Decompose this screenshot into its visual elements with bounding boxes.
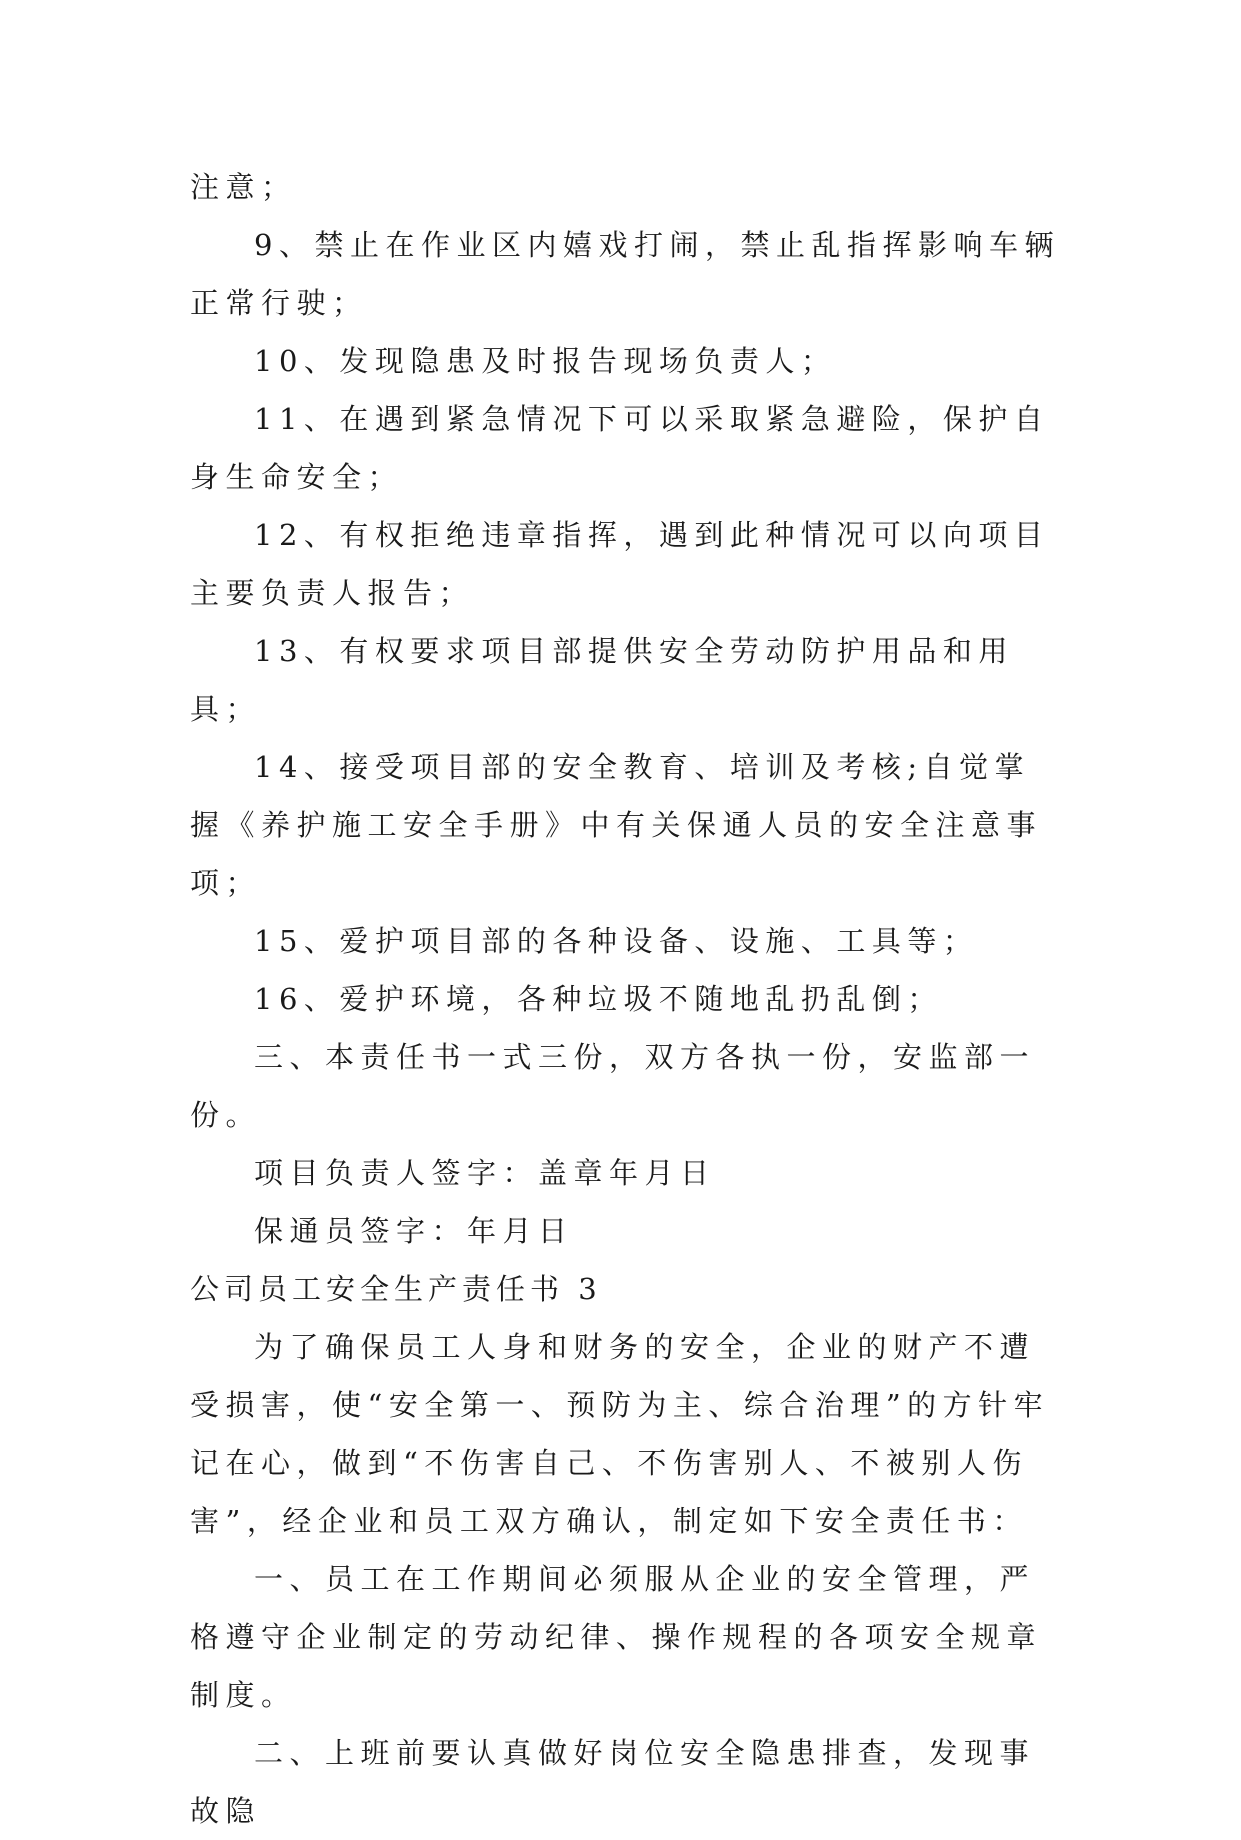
section-one: 一、员工在工作期间必须服从企业的安全管理，严格遵守企业制定的劳动纪律、操作规程的各项安全规章制度。 <box>190 1562 1043 1712</box>
section-heading: 公司员工安全生产责任书 3 <box>190 1272 602 1306</box>
list-item-15: 15、爱护项目部的各种设备、设施、工具等； <box>254 924 979 958</box>
section-three: 三、本责任书一式三份，双方各执一份，安监部一份。 <box>190 1040 1036 1132</box>
list-item-10: 10、发现隐患及时报告现场负责人； <box>254 344 837 378</box>
list-item-14: 14、接受项目部的安全教育、培训及考核;自觉掌握《养护施工安全手册》中有关保通人员的安全注意事项； <box>190 750 1043 900</box>
project-lead-signature-line: 项目负责人签字：盖章年月日 <box>254 1156 716 1190</box>
paragraph: 注意； <box>190 170 297 204</box>
document-body <box>190 158 1060 1840</box>
traffic-officer-signature-line: 保通员签字：年月日 <box>254 1214 574 1248</box>
intro-paragraph: 为了确保员工人身和财务的安全，企业的财产不遭受损害，使“安全第一、预防为主、综合治理”的方针牢记在心，做到“不伤害自己、不伤害别人、不被别人伤害”，经企业和员工双方确认，制定如下安全责任书： <box>190 1330 1050 1538</box>
list-item-12: 12、有权拒绝违章指挥，遇到此种情况可以向项目主要负责人报告； <box>190 518 1050 610</box>
list-item-16: 16、爱护环境，各种垃圾不随地乱扔乱倒； <box>254 982 943 1016</box>
list-item-13: 13、有权要求项目部提供安全劳动防护用品和用具； <box>190 634 1014 726</box>
list-item-11: 11、在遇到紧急情况下可以采取紧急避险，保护自身生命安全； <box>190 402 1050 494</box>
list-item-9: 9、禁止在作业区内嬉戏打闹，禁止乱指挥影响车辆正常行驶； <box>190 228 1060 320</box>
section-two: 二、上班前要认真做好岗位安全隐患排查，发现事故隐 <box>190 1736 1036 1828</box>
